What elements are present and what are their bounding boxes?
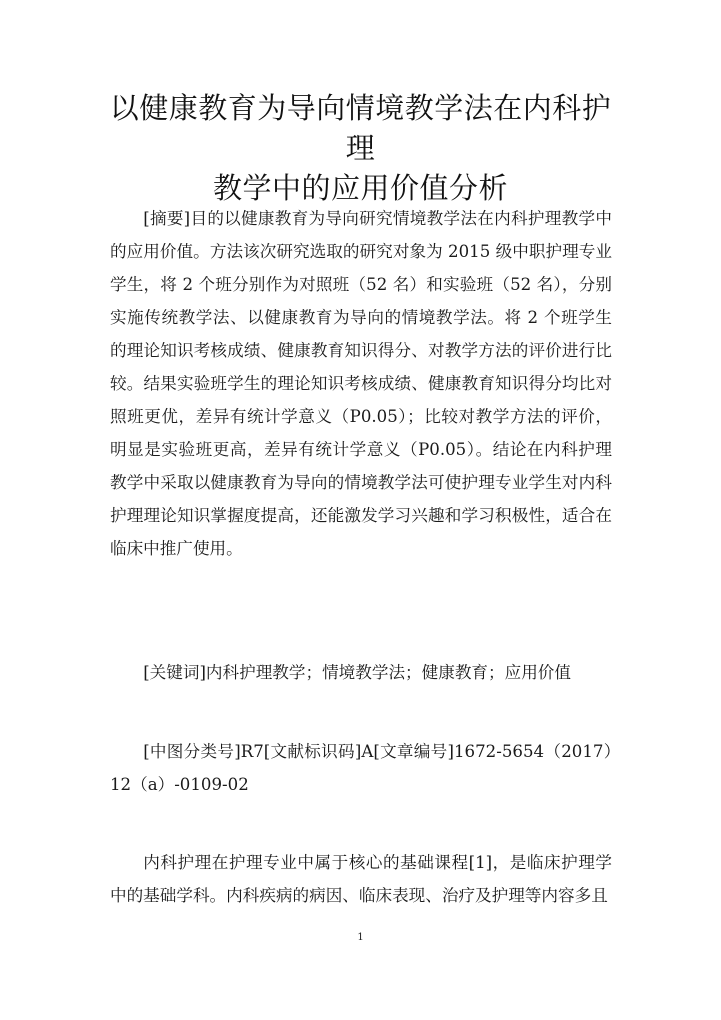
title-line-2: 教学中的应用价值分析 <box>212 171 508 205</box>
abstract-paragraph: [摘要]目的以健康教育为导向研究情境教学法在内科护理教学中的应用价值。方法该次研究选取的研究对象为 2015 级中职护理专业学生，将 2 个班分别作为对照班（52 名）和实验班（52 名），分别实施传统教学法、以健康教育为导向的情境教学法。将 2 个班学生的理论知识考核成绩、健康教育知识得分、对教学方法的评价进行比较。结果实验班学生的理论知识考核成绩、健康教育知识得分均比对照班更优，差异有统计学意义（P0.05）；比较对教学方法的评价，明显是实验班更高，差异有统计学意义（P0.05）。结论在内科护理教学中采取以健康教育为导向的情境教学法可使护理专业学生对内科护理理论知识掌握度提高，还能激发学习兴趣和学习积极性，适合在临床中推广使用。 <box>110 209 612 558</box>
intro-paragraph: 内科护理在护理专业中属于核心的基础课程[1]，是临床护理学中的基础学科。内科疾病的病因、临床表现、治疗及护理等内容多且 <box>110 853 612 905</box>
document-title <box>100 88 621 208</box>
classification-paragraph: [中图分类号]R7[文献标识码]A[文章编号]1672-5654（2017）12（a）-0109-02 <box>110 742 612 794</box>
title-line-1: 以健康教育为导向情境教学法在内科护理 <box>109 91 612 165</box>
page-number: 1 <box>357 932 364 943</box>
keywords-paragraph: [关键词]内科护理教学；情境教学法；健康教育；应用价值 <box>143 663 571 682</box>
